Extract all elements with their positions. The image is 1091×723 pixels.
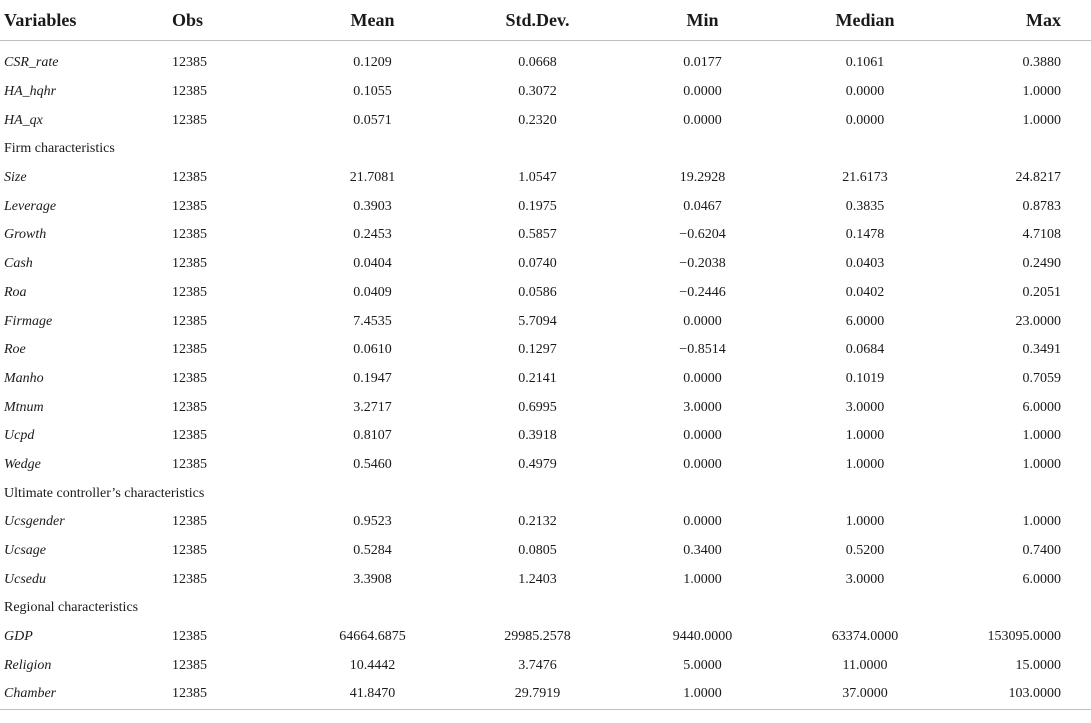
cell-obs: 12385 (172, 198, 207, 214)
cell-std-dev: 0.4979 (518, 456, 557, 472)
table-row (0, 623, 1091, 652)
header-row (0, 0, 1091, 41)
cell-std-dev: 0.2132 (518, 514, 557, 530)
table-row (0, 451, 1091, 480)
cell-variable: Growth (4, 227, 47, 243)
section-label: Firm characteristics (4, 141, 115, 157)
cell-max: 1.0000 (1022, 84, 1061, 100)
cell-max: 4.7108 (1022, 227, 1061, 243)
cell-obs: 12385 (172, 543, 207, 559)
table-row (0, 49, 1091, 78)
table-row (0, 192, 1091, 221)
cell-mean: 0.0571 (353, 112, 392, 128)
cell-max: 24.8217 (1015, 170, 1061, 186)
cell-variable: Leverage (4, 198, 57, 214)
table-row (0, 565, 1091, 594)
cell-max: 0.3880 (1022, 55, 1061, 71)
cell-variable: Roa (4, 284, 27, 300)
cell-mean: 0.1209 (353, 55, 392, 71)
cell-mean: 0.0404 (353, 256, 392, 272)
table-row (0, 651, 1091, 680)
cell-mean: 0.5460 (353, 456, 392, 472)
table-row (0, 365, 1091, 394)
cell-obs: 12385 (172, 370, 207, 386)
cell-median: 0.0684 (845, 342, 885, 358)
cell-min: −0.2446 (679, 284, 726, 300)
section-row (0, 135, 1091, 164)
cell-obs: 12385 (172, 571, 207, 587)
cell-median: 11.0000 (842, 657, 888, 673)
cell-min: 5.0000 (683, 657, 722, 673)
cell-obs: 12385 (172, 428, 207, 444)
section-row (0, 479, 1091, 508)
cell-min: 0.0000 (683, 313, 722, 329)
cell-std-dev: 0.3918 (518, 428, 557, 444)
cell-obs: 12385 (172, 342, 207, 358)
cell-median: 6.0000 (845, 313, 885, 329)
cell-max: 1.0000 (1022, 112, 1061, 128)
table-row (0, 250, 1091, 279)
cell-std-dev: 3.7476 (518, 657, 557, 673)
table-row (0, 393, 1091, 422)
cell-mean: 0.2453 (353, 227, 392, 243)
cell-variable: Manho (4, 370, 44, 386)
cell-mean: 0.0409 (353, 284, 392, 300)
cell-mean: 3.2717 (353, 399, 392, 415)
table-row (0, 680, 1091, 709)
cell-obs: 12385 (172, 84, 207, 100)
cell-median: 21.6173 (842, 170, 888, 186)
cell-min: 1.0000 (620, 680, 785, 709)
table-header (0, 0, 1091, 49)
cell-min: 0.3400 (683, 543, 722, 559)
cell-obs: 12385 (172, 227, 207, 243)
cell-min: 0.0177 (683, 55, 722, 71)
cell-std-dev: 1.2403 (518, 571, 557, 587)
cell-max: 0.2490 (1022, 256, 1061, 272)
table-row (0, 279, 1091, 308)
cell-median: 0.3835 (845, 198, 885, 214)
cell-median: 0.0000 (845, 112, 885, 128)
cell-std-dev: 0.6995 (518, 399, 557, 415)
cell-std-dev: 0.1297 (518, 342, 557, 358)
cell-obs: 12385 (172, 256, 207, 272)
cell-max: 0.7059 (1022, 370, 1061, 386)
header-median: Median (785, 0, 945, 41)
cell-variable: GDP (4, 629, 33, 645)
cell-median: 0.0403 (845, 256, 885, 272)
cell-std-dev: 0.0805 (518, 543, 557, 559)
cell-obs: 12385 (172, 456, 207, 472)
cell-variable: HA_qx (4, 112, 43, 128)
cell-obs: 12385 (172, 55, 207, 71)
cell-median: 1.0000 (845, 456, 885, 472)
table-row (0, 164, 1091, 193)
cell-median: 63374.0000 (831, 629, 899, 645)
header-variables: Variables (0, 0, 172, 41)
cell-max: 15.0000 (1015, 657, 1061, 673)
cell-median: 3.0000 (845, 399, 885, 415)
cell-variable: Cash (4, 256, 33, 272)
cell-mean: 0.1947 (353, 370, 392, 386)
cell-variable: Roe (4, 342, 26, 358)
cell-std-dev: 0.2320 (518, 112, 557, 128)
cell-variable: Ucpd (4, 428, 35, 444)
table-row (0, 508, 1091, 537)
cell-mean: 64664.6875 (339, 629, 406, 645)
cell-obs: 12385 (172, 629, 207, 645)
cell-min: −0.2038 (679, 256, 726, 272)
cell-obs: 12385 (172, 657, 207, 673)
cell-min: −0.6204 (679, 227, 726, 243)
cell-std-dev: 0.5857 (518, 227, 557, 243)
cell-max: 0.7400 (1022, 543, 1061, 559)
cell-mean: 0.8107 (353, 428, 392, 444)
cell-obs: 12385 (172, 399, 207, 415)
cell-max: 0.8783 (1022, 198, 1061, 214)
cell-max: 0.2051 (1022, 284, 1061, 300)
table-row (0, 106, 1091, 135)
cell-mean: 0.0610 (353, 342, 392, 358)
cell-variable: Size (4, 170, 27, 186)
cell-std-dev: 5.7094 (518, 313, 557, 329)
cell-median: 1.0000 (845, 428, 885, 444)
cell-min: 1.0000 (683, 571, 722, 587)
cell-max: 6.0000 (1022, 571, 1061, 587)
cell-mean: 41.8470 (290, 680, 455, 709)
header-std-dev: Std.Dev. (455, 0, 620, 41)
cell-std-dev: 0.0740 (518, 256, 557, 272)
cell-obs: 12385 (172, 680, 290, 709)
cell-std-dev: 0.0586 (518, 284, 557, 300)
cell-variable: HA_hqhr (4, 84, 57, 100)
cell-std-dev: 29.7919 (455, 680, 620, 709)
cell-variable: Ucsage (4, 543, 46, 559)
cell-mean: 0.3903 (353, 198, 392, 214)
header-obs: Obs (172, 0, 290, 41)
cell-min: −0.8514 (679, 342, 726, 358)
cell-variable: Religion (4, 657, 52, 673)
cell-std-dev: 29985.2578 (504, 629, 571, 645)
cell-min: 0.0000 (683, 456, 722, 472)
cell-max: 6.0000 (1022, 399, 1061, 415)
cell-obs: 12385 (172, 170, 207, 186)
cell-min: 0.0000 (683, 84, 722, 100)
cell-mean: 0.5284 (353, 543, 392, 559)
table-row (0, 537, 1091, 566)
cell-min: 0.0000 (683, 428, 722, 444)
cell-obs: 12385 (172, 112, 207, 128)
cell-max: 1.0000 (1022, 456, 1061, 472)
cell-median: 3.0000 (845, 571, 885, 587)
cell-obs: 12385 (172, 284, 207, 300)
cell-std-dev: 0.1975 (518, 198, 557, 214)
cell-mean: 10.4442 (349, 657, 396, 673)
cell-max: 0.3491 (1022, 342, 1061, 358)
cell-median: 0.0000 (845, 84, 885, 100)
cell-median: 0.5200 (845, 543, 885, 559)
cell-median: 37.0000 (785, 680, 945, 709)
header-min: Min (620, 0, 785, 41)
table-row (0, 221, 1091, 250)
cell-min: 0.0000 (683, 514, 722, 530)
cell-mean: 0.1055 (353, 84, 392, 100)
cell-median: 0.1019 (845, 370, 885, 386)
cell-mean: 7.4535 (353, 313, 392, 329)
cell-median: 1.0000 (845, 514, 885, 530)
cell-variable: Firmage (4, 313, 53, 329)
section-row (0, 594, 1091, 623)
section-label: Regional characteristics (4, 600, 139, 616)
cell-variable: CSR_rate (4, 55, 59, 71)
cell-min: 3.0000 (683, 399, 722, 415)
cell-median: 0.1061 (845, 55, 885, 71)
cell-min: 0.0000 (683, 112, 722, 128)
table-row (0, 307, 1091, 336)
table-body (0, 49, 1091, 709)
cell-max: 1.0000 (1022, 428, 1061, 444)
cell-max: 103.0000 (945, 680, 1091, 709)
table-row (0, 336, 1091, 365)
cell-min: 19.2928 (679, 170, 726, 186)
cell-obs: 12385 (172, 313, 207, 329)
cell-min: 0.0467 (683, 198, 722, 214)
cell-max: 23.0000 (1015, 313, 1061, 329)
section-label: Ultimate controller’s characteristics (4, 485, 205, 501)
cell-mean: 3.3908 (353, 571, 392, 587)
cell-variable: Ucsgender (4, 514, 65, 530)
cell-variable: Mtnum (4, 399, 44, 415)
cell-std-dev: 0.2141 (518, 370, 557, 386)
cell-max: 1.0000 (1022, 514, 1061, 530)
header-mean: Mean (290, 0, 455, 41)
cell-median: 0.1478 (845, 227, 885, 243)
cell-min: 9440.0000 (672, 629, 733, 645)
cell-variable: Chamber (0, 680, 172, 709)
header-max: Max (945, 0, 1091, 41)
cell-std-dev: 0.3072 (518, 84, 557, 100)
cell-obs: 12385 (172, 514, 207, 530)
cell-max: 153095.0000 (987, 629, 1061, 645)
cell-mean: 21.7081 (349, 170, 396, 186)
table-row (0, 422, 1091, 451)
cell-variable: Ucsedu (4, 571, 46, 587)
table-row (0, 78, 1091, 107)
cell-std-dev: 0.0668 (518, 55, 557, 71)
cell-std-dev: 1.0547 (518, 170, 557, 186)
cell-variable: Wedge (4, 456, 41, 472)
cell-mean: 0.9523 (353, 514, 392, 530)
cell-median: 0.0402 (845, 284, 885, 300)
cell-min: 0.0000 (683, 370, 722, 386)
